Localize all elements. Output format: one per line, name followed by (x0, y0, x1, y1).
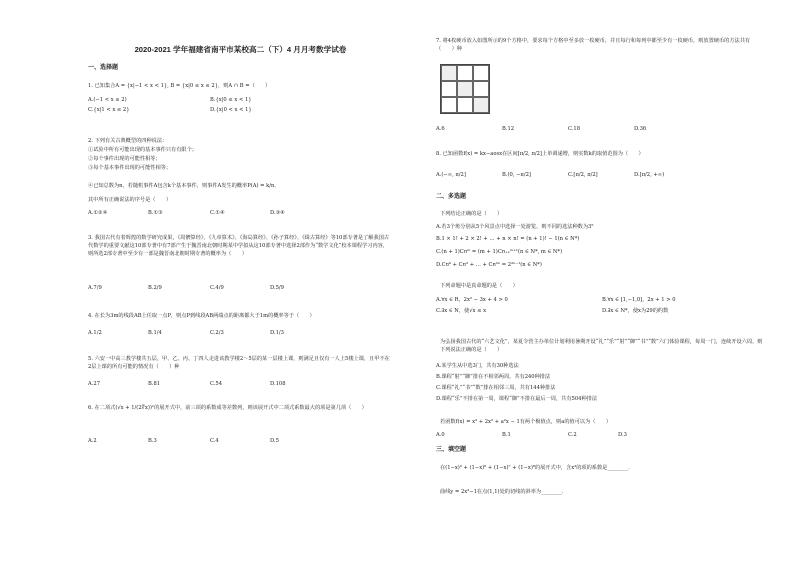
question-6-option-a[interactable]: A.2 (88, 438, 97, 444)
multi-1-option-d[interactable]: D.C𝑛⁰ + C𝑛² + … + C𝑛²ⁿ = 2²ⁿ⁻¹(n ∈ N*) (436, 262, 542, 268)
multi-3-option-b[interactable]: B.课程“射”“御”排在不相邻两周，共有240种排法 (436, 374, 551, 380)
question-5-option-c[interactable]: C.54 (210, 381, 223, 387)
section-multi-choice: 二、多选题 (436, 194, 467, 200)
question-4-option-a[interactable]: A.1/2 (88, 330, 102, 336)
question-8-option-a[interactable]: A.(−∞, π/2] (436, 172, 466, 178)
multi-1-stem: 下列结论正确的是（ ） (440, 211, 503, 217)
question-2-option-a[interactable]: A.①②④ (88, 210, 108, 216)
question-5-stem: 5. 六安一中高三教学楼共五层，甲、乙、丙、丁四人走进该教学楼2～5层的某一层楼上课，则满足且仅有一人上5楼上课，且甲不在2层上课的所有可能的情况有（ ）种 (88, 356, 390, 371)
question-4-option-b[interactable]: B.1/4 (148, 330, 162, 336)
question-2-line-4: ③每个基本事件出现的可能性相等； (88, 165, 172, 171)
multi-2-option-a[interactable]: A.∀x ∈ R，2x² − 3x + 4 > 0 (436, 297, 508, 303)
section-single-choice: 一、选择题 (88, 65, 119, 71)
right-column (436, 0, 766, 562)
question-6-stem: 6. 在二项式(√x + 1/(2∜x))ⁿ的展开式中，前三项的系数成等差数列，则该展开式中二项式系数最大的项是第几项（ ） (88, 405, 367, 411)
question-3-option-c[interactable]: C.4/9 (210, 285, 224, 291)
question-6-option-c[interactable]: C.4 (210, 438, 219, 444)
multi-4-stem: 若函数f(x) = x³ + 2x² + a²x − 1有两个极值点，则a的值可以为（ ） (440, 419, 612, 425)
fill-1-stem: 在(1−x)³ + (1−x)⁶ + (1−x)⁷ + (1−x)⁸的展开式中，含x³的项的系数是________． (440, 465, 634, 471)
question-3-option-a[interactable]: A.7/9 (88, 285, 102, 291)
question-8-option-d[interactable]: D.[π/2, +∞) (634, 172, 665, 178)
multi-3-option-a[interactable]: A.某学生从中选3门，共有30种选法 (436, 363, 519, 369)
question-7-option-a[interactable]: A.6 (436, 126, 445, 132)
question-7-option-d[interactable]: D.36 (634, 126, 647, 132)
multi-1-option-a[interactable]: A.若3个班分别从5个风景点中选择一处游览，则不同的选法种数为3⁵ (436, 224, 594, 230)
question-1-option-b[interactable]: B.{x|0 ≤ x < 1} (210, 97, 252, 103)
multi-3-option-c[interactable]: C.课程“礼”“书”“数”排在相邻三周，共有144种排法 (436, 385, 556, 391)
question-2-line-1: 2. 下列有关古典概型的四种说法： (88, 138, 168, 144)
fill-2-stem: 曲线y = 2x³−1在点(1,1)处的切线的斜率为________． (440, 489, 568, 495)
question-2-line-2: ①试验中所有可能出现的基本事件只有有限个； (88, 147, 197, 153)
section-fill-in: 三、填空题 (436, 447, 467, 453)
question-5-option-a[interactable]: A.27 (88, 381, 100, 387)
question-8-option-b[interactable]: B.(0, −π/2] (502, 172, 531, 178)
multi-4-option-b[interactable]: B.1 (502, 432, 511, 438)
question-6-option-b[interactable]: B.3 (148, 438, 157, 444)
question-7-stem: 7. 将4枚硬币放入如图所示的9个方格中，要求每个方格中至多放一枚硬币，并且每行和每列中都至少有一枚硬币，则放置硬币的方法共有（ ）种 (436, 38, 751, 53)
question-2-line-3: ②每个事件出现的可能性相等； (88, 156, 161, 162)
multi-2-stem: 下列命题中是真命题的是（ ） (440, 283, 518, 289)
question-6-option-d[interactable]: D.5 (270, 438, 279, 444)
multi-4-option-d[interactable]: D.3 (618, 432, 627, 438)
question-3-option-b[interactable]: B.2/9 (148, 285, 162, 291)
question-7-option-b[interactable]: B.12 (502, 126, 515, 132)
question-1-option-a[interactable]: A.(−1 < x ≤ 2) (88, 97, 127, 103)
multi-4-option-a[interactable]: A.0 (436, 432, 445, 438)
question-4-stem: 4. 在长为3m的线段AB上任取一点P，则点P到线段AB两端点的距离都大于1m的概率等于（ ） (88, 313, 315, 319)
question-3-stem: 3. 我国古代有着辉煌的数学研究成果，《周髀算经》、《九章算术》、《海岛算经》、《孙子算经》、《缉古算经》等10部专著是了解我国古代数学的重要文献这10部专著中有7部产生于魏晋南北朝时期某中学拟从这10部专著中选择2部作为“数学文化”校本课程学习内容，则所选2部专著中至少有一部是魏晋南北朝时期专著的概率为（ ） (88, 235, 390, 258)
question-1-stem: 1. 已知集合A = {x|−1 < x < 1}, B = {x|0 ≤ x ≤ 2}，则A ∩ B =（ ） (88, 83, 271, 89)
multi-3-stem: 为弘扬我国古代的“六艺文化”，某夏令营主办单位计划利用暑期开设“礼”“乐”“射”“御”“书”“数”六门体验课程，每周一门，连续开设六周，则下列说法正确的是（ ） (440, 339, 763, 354)
multi-2-option-c[interactable]: C.∃x ∈ N，使√x ≤ x (436, 308, 487, 314)
question-2-option-b[interactable]: B.①③ (148, 210, 163, 216)
question-8-stem: 8. 已知函数f(x) = kx−aosx在区间[π/2, π/2]上单调递增，则实数k的取值范围为（ ） (436, 151, 644, 157)
multi-3-option-d[interactable]: D.课程“乐”不排在第一周，课程“御”不排在最后一周，共有504种排法 (436, 396, 598, 402)
multi-2-option-d[interactable]: D.∃x ∈ N*，使x为29的约数 (602, 308, 669, 314)
question-7-option-c[interactable]: C.18 (568, 126, 581, 132)
question-2-option-d[interactable]: D.③④ (270, 210, 285, 216)
question-1-option-c[interactable]: C.{x|1 < x ≤ 2} (88, 107, 130, 113)
multi-2-option-b[interactable]: B.∀x ∈ [1,−1,0]，2x + 1 > 0 (602, 297, 676, 303)
question-4-option-d[interactable]: D.1/3 (270, 330, 284, 336)
question-2-option-c[interactable]: C.①④ (210, 210, 225, 216)
question-2-line-6: 其中所有正确说法的序号是（ ） (88, 197, 172, 203)
question-4-option-c[interactable]: C.2/3 (210, 330, 224, 336)
question-5-option-b[interactable]: B.81 (148, 381, 161, 387)
question-5-option-d[interactable]: D.108 (270, 381, 286, 387)
question-8-option-c[interactable]: C.[π/2, π/2] (568, 172, 598, 178)
multi-1-option-c[interactable]: C.(n + 1)C𝑛ᵐ = (m + 1)C𝑛₊₁ᵐ⁺¹(n ∈ N*, m ∈ N*) (436, 249, 563, 255)
left-column (88, 0, 393, 562)
question-1-option-d[interactable]: D.{x|0 < x < 1} (210, 107, 252, 113)
multi-4-option-c[interactable]: C.2 (568, 432, 577, 438)
coin-grid-figure (440, 64, 490, 114)
multi-1-option-b[interactable]: B.1 × 1! + 2 × 2! + … + n × n! = (n + 1)! − 1(n ∈ N*) (436, 236, 580, 242)
exam-title: 2020-2021 学年福建省南平市某校高二（下）4 月月考数学试卷 (134, 45, 347, 54)
question-2-line-5: ④已知总数为n，若随机事件A包含k个基本事件，则事件A发生的概率P(A) = k/n． (88, 183, 280, 189)
question-3-option-d[interactable]: D.5/9 (270, 285, 284, 291)
